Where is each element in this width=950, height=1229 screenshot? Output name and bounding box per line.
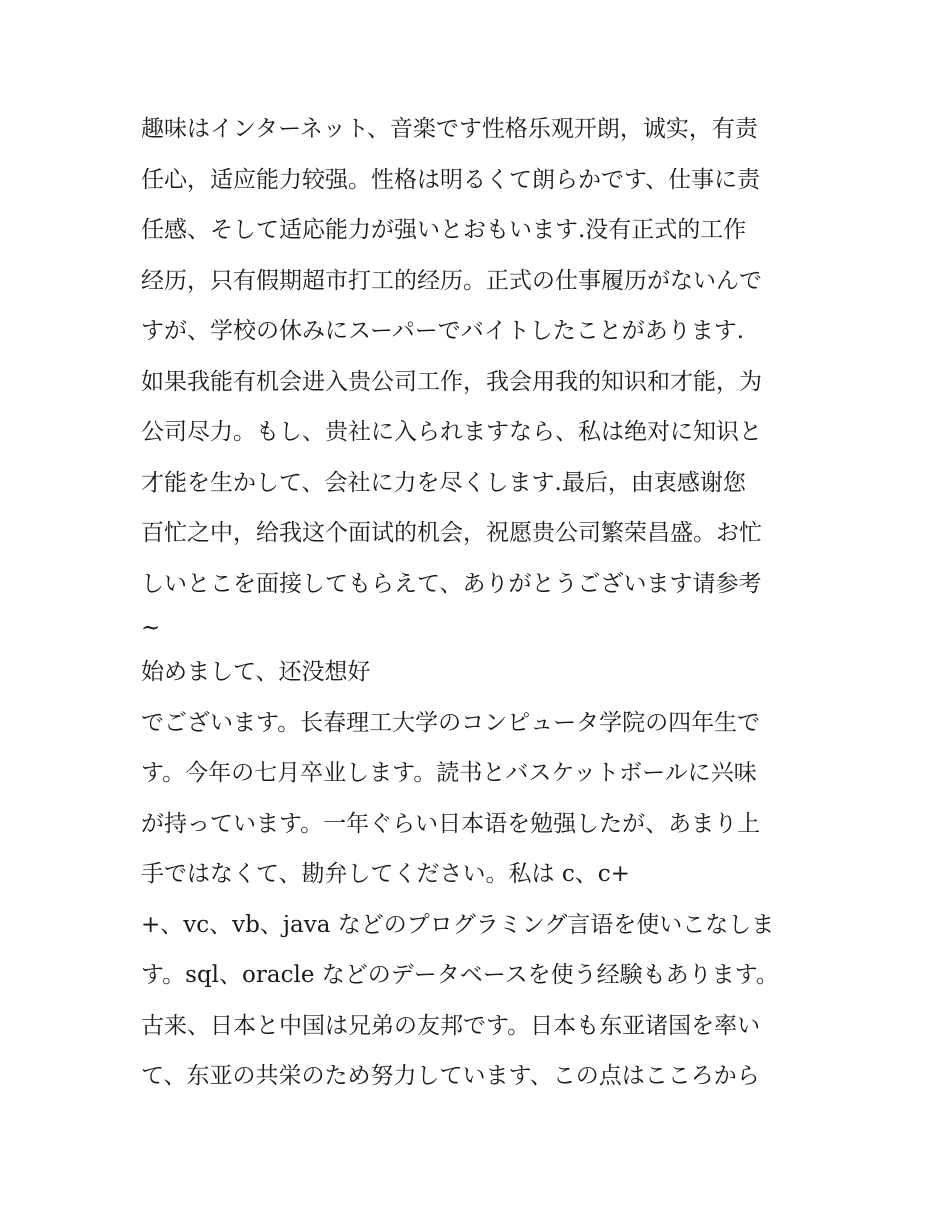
- text-line: しいとこを面接してもらえて、ありがとうございます请参考: [141, 570, 762, 597]
- text-line: でございます。长春理工大学のコンピュータ学院の四年生で: [141, 709, 761, 736]
- text-line: すが、学校の休みにスーパーでバイトしたことがあります.: [141, 318, 745, 344]
- text-line: +、vc、vb、java などのプログラミング言语を使いこなしま: [141, 911, 775, 938]
- body-text: [141, 104, 821, 1102]
- text-line: 任心，适应能力较强。性格は明るくて朗らかです、仕事に责: [141, 166, 761, 193]
- text-line: 任感、そして适応能力が强いとおもいます.没有正式的工作: [141, 217, 747, 243]
- text-line: ~: [141, 615, 161, 641]
- text-line: 始めまして、还没想好: [141, 659, 371, 685]
- text-line: 趣味はインターネット、音楽です性格乐观开朗，诚实，有责: [141, 116, 758, 142]
- text-line: す。今年の七月卒业します。読书とバスケットボールに兴味: [141, 760, 757, 786]
- text-line: 才能を生かして、会社に力を尽くします.最后，由衷感谢您: [141, 469, 746, 496]
- text-line: が持っています。一年ぐらい日本语を勉强したが、あまり上: [141, 810, 761, 837]
- text-line: 如果我能有机会进入贵公司工作，我会用我的知识和才能，为: [141, 368, 762, 395]
- text-line: す。sql、oracle などのデータベースを使う经験もあります。: [141, 962, 779, 988]
- text-line: 经历，只有假期超市打工的经历。正式の仕事履历がないんで: [141, 267, 762, 294]
- text-line: 百忙之中，给我这个面试的机会，祝愿贵公司繁荣昌盛。お忙: [141, 520, 762, 546]
- text-line: 公司尽力。もし、贵社に入られますなら、私は绝对に知识と: [141, 419, 762, 445]
- text-line: 古来、日本と中国は兄弟の友邦です。日本も东亚诸国を率い: [141, 1012, 761, 1039]
- text-line: 手ではなくて、勘弁してください。私は c、c+: [141, 861, 630, 887]
- text-line: て、东亚の共栄のため努力しています、この点はこころから: [141, 1063, 760, 1089]
